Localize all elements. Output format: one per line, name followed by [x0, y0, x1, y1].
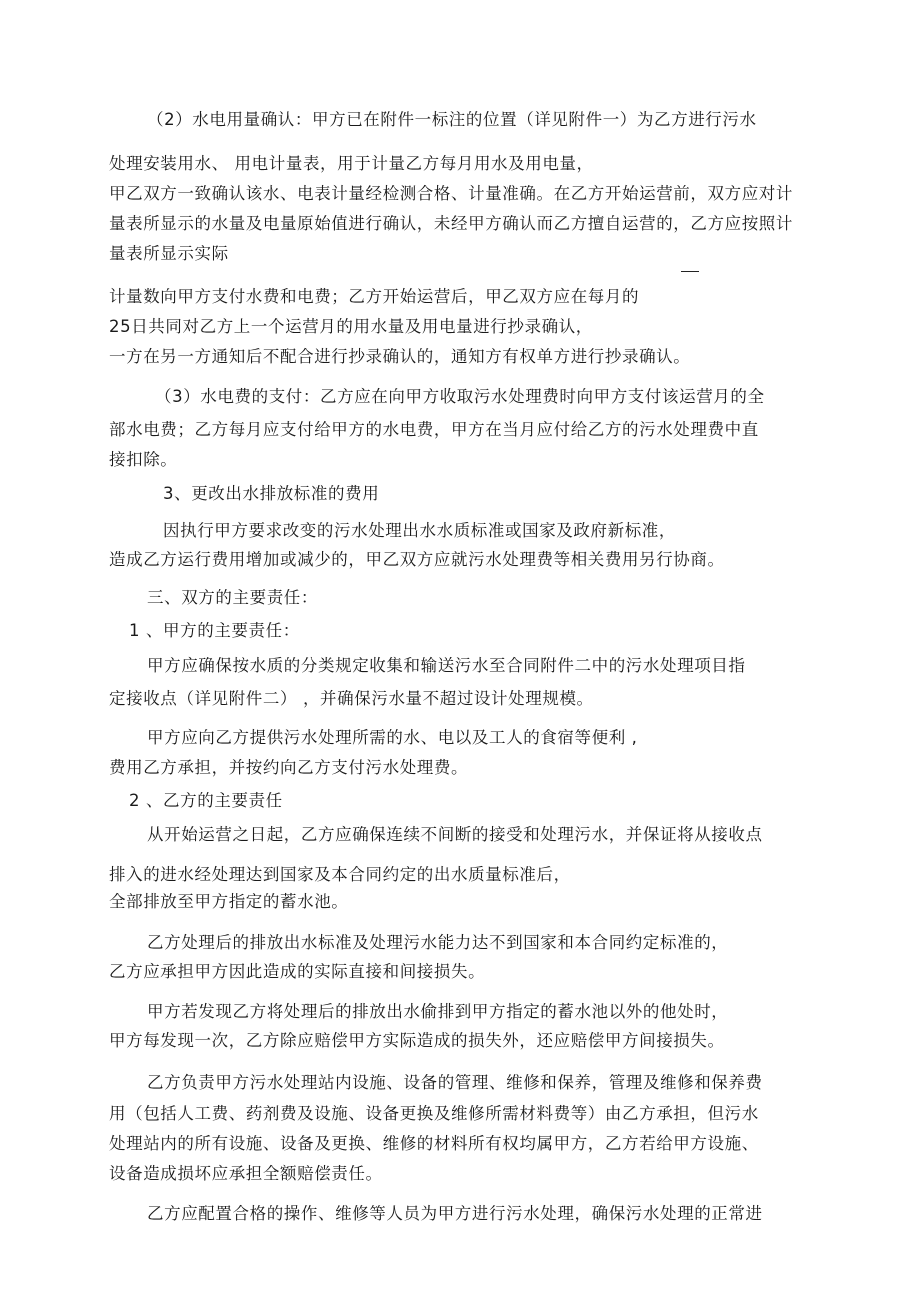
- text-line: 甲乙双方一致确认该水、电表计量经检测合格、计量准确。在乙方开始运营前，双方应对计: [109, 184, 793, 203]
- text-line: 乙方应承担甲方因此造成的实际直接和间接损失。: [109, 962, 486, 981]
- section-heading: 2 、乙方的主要责任: [129, 791, 283, 810]
- section-heading: 3、更改出水排放标准的费用: [163, 484, 380, 503]
- text-line: 处理站内的所有设施、设备及更换、维修的材料所有权均属甲方，乙方若给甲方设施、: [109, 1134, 759, 1153]
- text-line: 排入的进水经处理达到国家及本合同约定的出水质量标准后，: [109, 865, 571, 884]
- text-line: 从开始运营之日起，乙方应确保连续不间断的接受和处理污水，并保证将从接收点: [147, 825, 763, 844]
- text-line: 接扣除。: [109, 450, 178, 469]
- text-line: （3）水电费的支付：乙方应在向甲方收取污水处理费时向甲方支付该运营月的全: [155, 387, 765, 406]
- text-line: 定接收点（详见附件二） ，并确保污水量不超过设计处理规模。: [109, 689, 594, 708]
- text-line: 部水电费；乙方每月应支付给甲方的水电费，甲方在当月应付给乙方的污水处理费中直: [109, 420, 759, 439]
- text-line: 用（包括人工费、药剂费及设施、设备更换及维修所需材料费等）由乙方承担，但污水: [109, 1104, 759, 1123]
- section-heading: 三、双方的主要责任：: [147, 588, 318, 607]
- section-heading: 1 、甲方的主要责任：: [129, 621, 300, 640]
- text-line: 全部排放至甲方指定的蓄水池。: [109, 892, 349, 911]
- text-line: 乙方应配置合格的操作、维修等人员为甲方进行污水处理，确保污水处理的正常进: [147, 1204, 763, 1223]
- text-line: 因执行甲方要求改变的污水处理出水水质标准或国家及政府新标准，: [163, 521, 676, 540]
- text-line: 甲方每发现一次，乙方除应赔偿甲方实际造成的损失外，还应赔偿甲方间接损失。: [109, 1031, 725, 1050]
- text-line: 量表所显示的水量及电量原始值进行确认，未经甲方确认而乙方擅自运营的，乙方应按照计: [109, 214, 793, 233]
- text-line: 乙方负责甲方污水处理站内设施、设备的管理、维修和保养，管理及维修和保养费: [147, 1073, 763, 1092]
- text-line: 设备造成损坏应承担全额赔偿责任。: [109, 1164, 383, 1183]
- text-line: 处理安装用水、 用电计量表，用于计量乙方每月用水及用电量，: [109, 154, 594, 173]
- dash-mark: [681, 271, 699, 272]
- text-line: 甲方应确保按水质的分类规定收集和输送污水至合同附件二中的污水处理项目指: [147, 656, 746, 675]
- text-line: （2）水电用量确认：甲方已在附件一标注的位置（详见附件一）为乙方进行污水: [147, 110, 757, 129]
- text-line: 一方在另一方通知后不配合进行抄录确认的，通知方有权单方进行抄录确认。: [109, 347, 691, 366]
- text-line: 计量数向甲方支付水费和电费；乙方开始运营后，甲乙双方应在每月的: [109, 287, 640, 306]
- text-line: 甲方若发现乙方将处理后的排放出水偷排到甲方指定的蓄水池以外的他处时，: [147, 1002, 729, 1021]
- text-line: 量表所显示实际: [109, 244, 229, 263]
- text-line: 乙方处理后的排放出水标准及处理污水能力达不到国家和本合同约定标准的，: [147, 933, 729, 952]
- text-line: 费用乙方承担，并按约向乙方支付污水处理费。: [109, 758, 469, 777]
- text-line: 25日共同对乙方上一个运营月的用水量及用电量进行抄录确认，: [109, 317, 593, 336]
- text-line: 造成乙方运行费用增加或减少的，甲乙双方应就污水处理费等相关费用另行协商。: [109, 550, 725, 569]
- text-line: 甲方应向乙方提供污水处理所需的水、电以及工人的食宿等便利 ,: [147, 728, 638, 747]
